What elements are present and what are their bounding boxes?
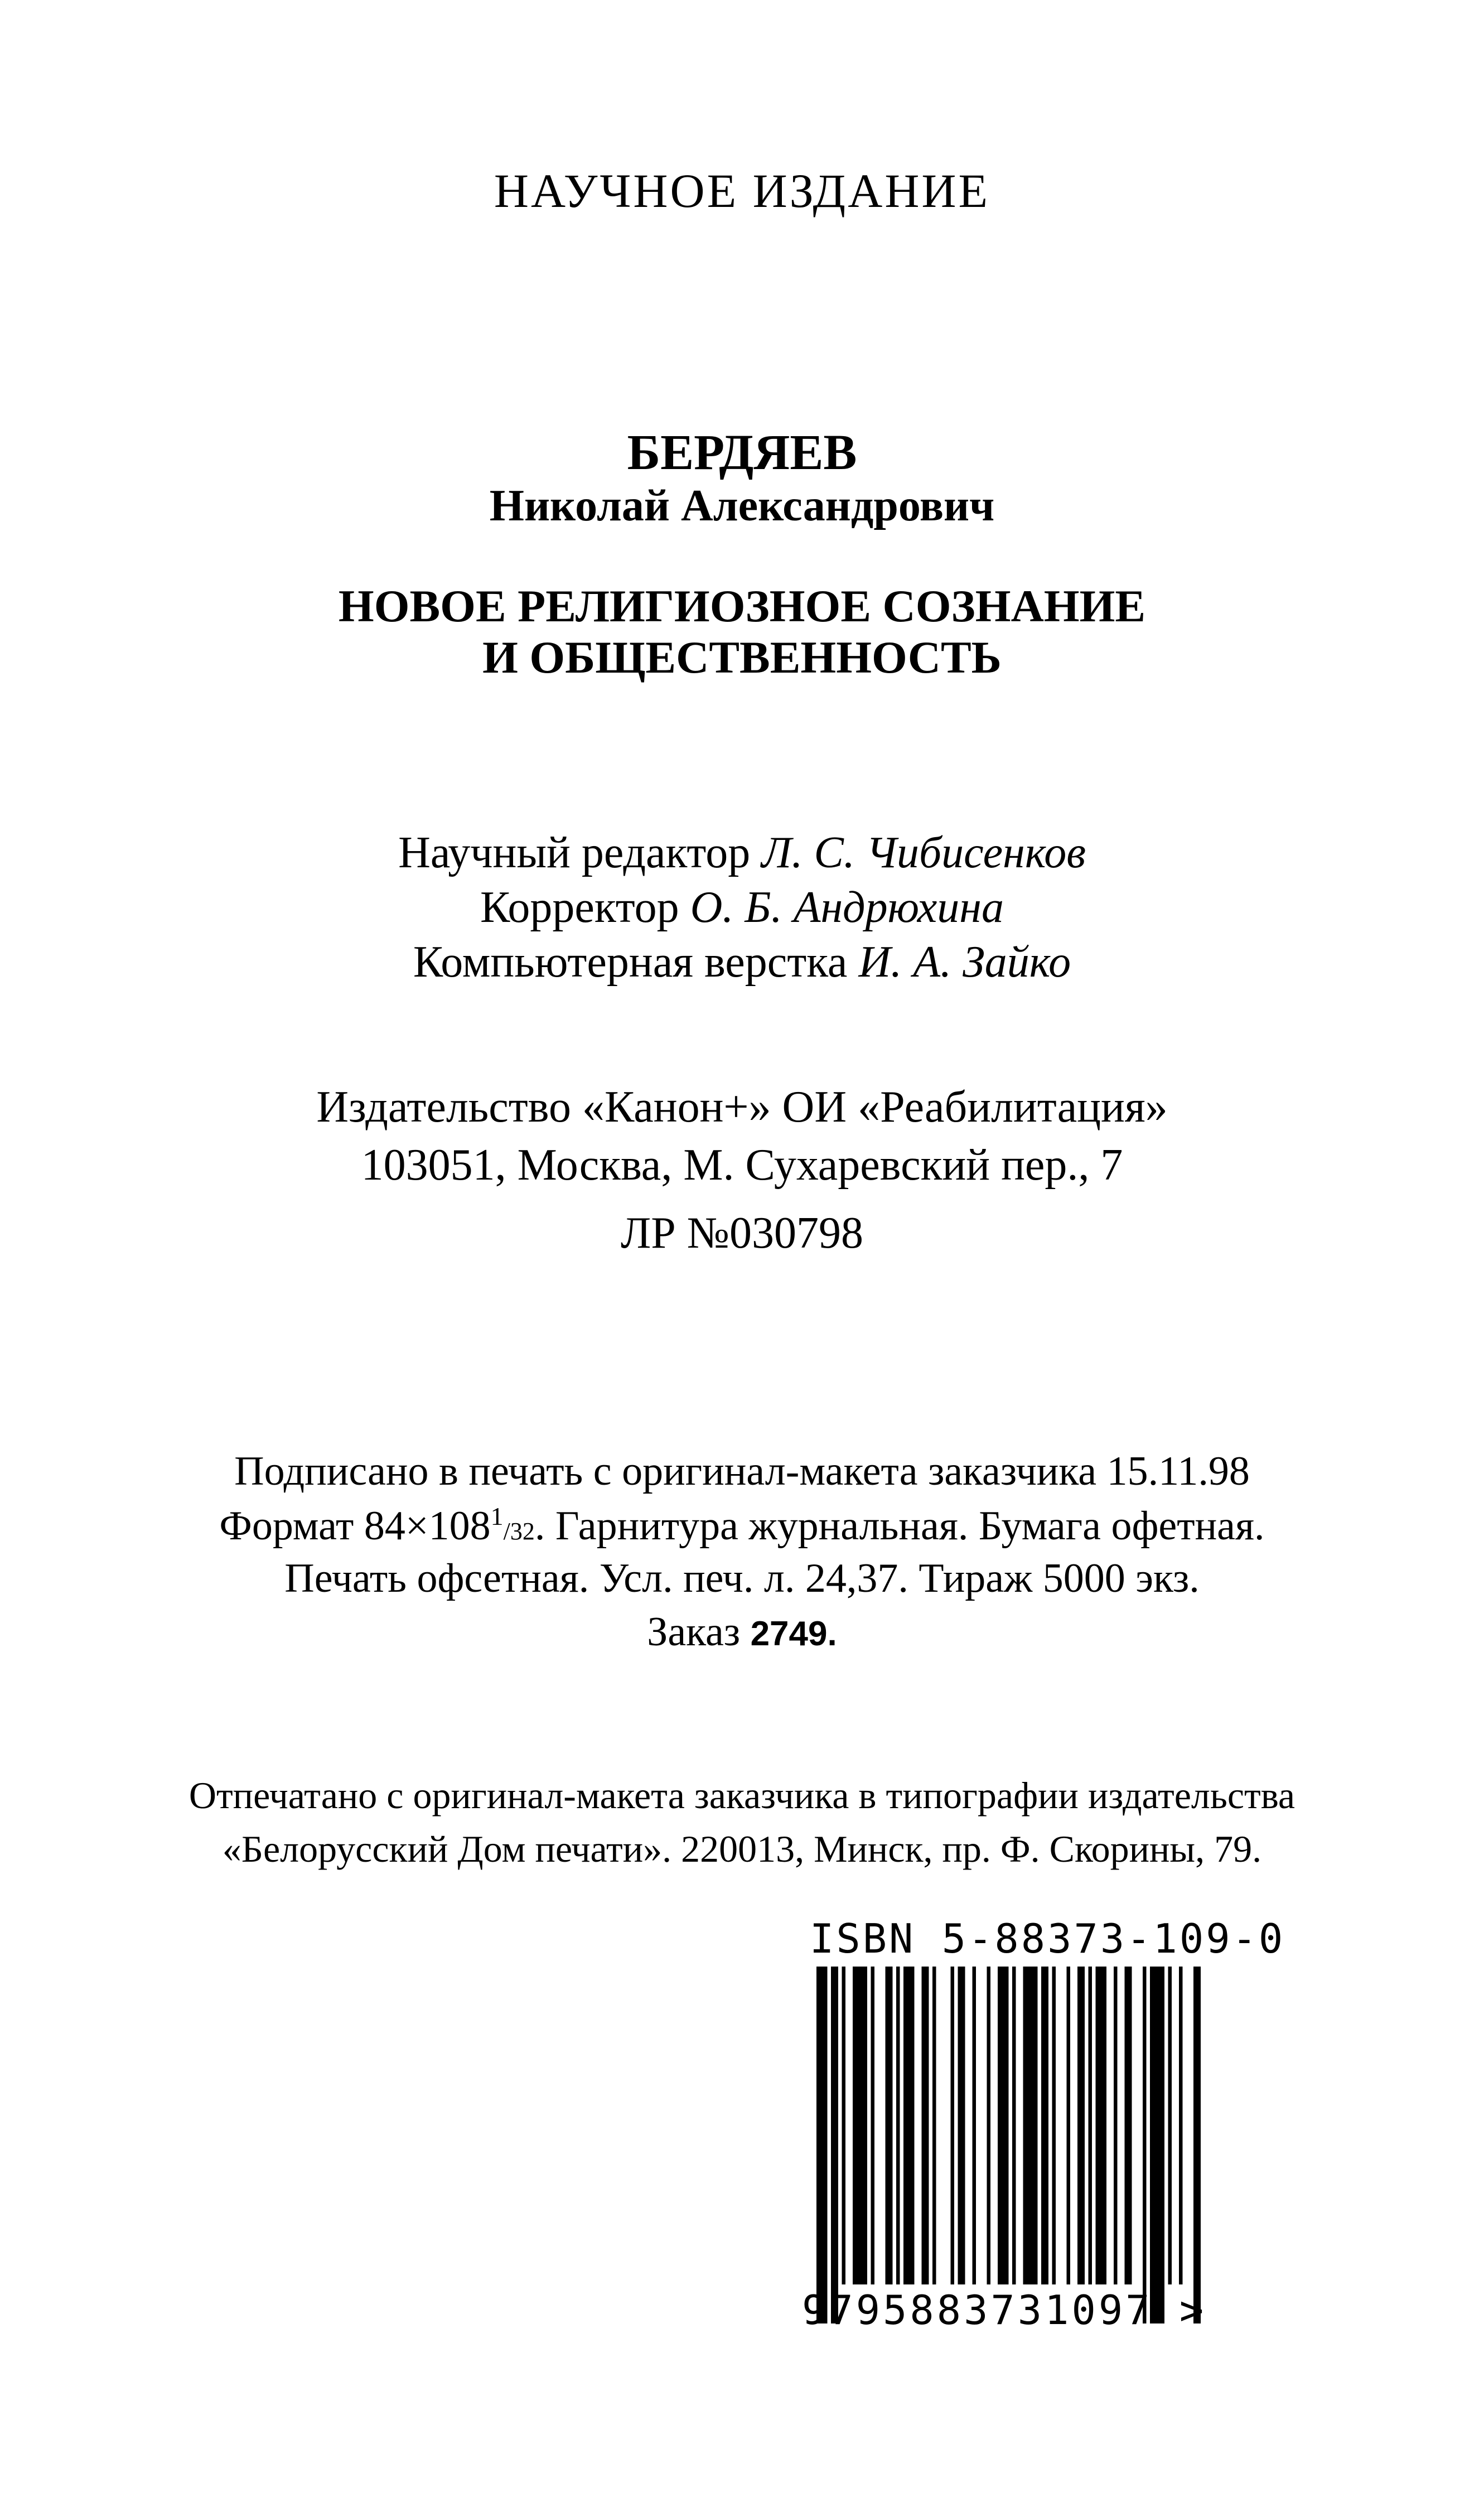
barcode-bar xyxy=(1114,1967,1118,2284)
barcode-bar xyxy=(1096,1967,1107,2284)
format-suffix: . Гарнитура журнальная. Бумага офетная. xyxy=(534,1503,1265,1549)
imprint-format xyxy=(0,1501,1484,1550)
author-given-names: Николай Александрович xyxy=(489,481,995,530)
barcode-bar xyxy=(973,1967,977,2284)
barcode-bar xyxy=(1089,1967,1093,2284)
barcode-bar xyxy=(1143,1967,1147,2323)
book-title-line-1: НОВОЕ РЕЛИГИОЗНОЕ СОЗНАНИЕ xyxy=(338,581,1146,631)
barcode-bar xyxy=(1041,1967,1048,2284)
barcode-bar xyxy=(1168,1967,1172,2284)
credit-role: Научный редактор xyxy=(398,828,751,877)
barcode-bar xyxy=(896,1967,900,2284)
barcode-bar xyxy=(816,1967,828,2323)
book-title-line-2: И ОБЩЕСТВЕННОСТЬ xyxy=(482,632,1002,683)
credit-proofreader xyxy=(0,882,1484,933)
barcode-bar xyxy=(1150,1967,1164,2323)
barcode xyxy=(816,1967,1207,2323)
barcode-bar xyxy=(1179,1967,1183,2284)
publisher-license: ЛР №030798 xyxy=(620,1209,864,1258)
credit-role: Корректор xyxy=(480,883,679,932)
barcode-digits: 9795883731097 > xyxy=(802,2287,1207,2334)
format-prefix: Формат 84×108 xyxy=(219,1503,491,1549)
barcode-bar xyxy=(1052,1967,1056,2284)
barcode-bar xyxy=(998,1967,1009,2284)
barcode-bar xyxy=(987,1967,991,2284)
barcode-bar xyxy=(1077,1967,1085,2284)
barcode-bar xyxy=(1067,1967,1071,2284)
isbn-label: ISBN 5-88373-109-0 xyxy=(810,1915,1285,1962)
barcode-bar xyxy=(842,1967,846,2284)
barcode-bar xyxy=(1125,1967,1132,2284)
barcode-bar xyxy=(1012,1967,1016,2284)
author-surname: БЕРДЯЕВ xyxy=(627,425,857,480)
imprint-signed: Подписано в печать с оригинал-макета заказчика 15.11.98 xyxy=(234,1448,1250,1494)
credit-role: Компьютерная верстка xyxy=(413,938,848,987)
publisher-name: Издательство «Канон+» ОИ «Реабилитация» xyxy=(316,1083,1168,1132)
credit-person: О. Б. Андрюхина xyxy=(690,883,1004,932)
imprint-order xyxy=(0,1608,1484,1656)
barcode-bar xyxy=(903,1967,915,2284)
barcode-bar xyxy=(958,1967,965,2284)
credit-layout xyxy=(0,937,1484,988)
credit-scientific-editor xyxy=(0,828,1484,878)
order-label: Заказ xyxy=(647,1609,741,1655)
barcode-bar xyxy=(932,1967,936,2284)
format-superscript: 1 xyxy=(490,1502,504,1530)
printing-house-line-1: Отпечатано с оригинал-макета заказчика в типографии издательства xyxy=(188,1774,1296,1817)
edition-type: НАУЧНОЕ ИЗДАНИЕ xyxy=(494,164,990,218)
barcode-bar xyxy=(922,1967,929,2284)
credit-person: И. А. Зайко xyxy=(858,938,1071,987)
order-number: 2749. xyxy=(750,1615,837,1653)
barcode-bar xyxy=(871,1967,875,2284)
format-subscript: /32 xyxy=(503,1518,535,1545)
barcode-bar xyxy=(831,1967,838,2323)
publisher-address: 103051, Москва, М. Сухаревский пер., 7 xyxy=(361,1141,1123,1190)
credit-person: Л. С. Чибисенков xyxy=(761,828,1086,877)
imprint-print-run: Печать офсетная. Усл. печ. л. 24,37. Тираж 5000 экз. xyxy=(284,1555,1200,1601)
barcode-bar xyxy=(1193,1967,1201,2323)
barcode-bar xyxy=(1023,1967,1038,2284)
barcode-bar xyxy=(886,1967,893,2284)
barcode-bar xyxy=(853,1967,867,2284)
printing-house-line-2: «Белорусский Дом печати». 220013, Минск, пр. Ф. Скорины, 79. xyxy=(222,1828,1262,1870)
barcode-bar xyxy=(951,1967,955,2284)
